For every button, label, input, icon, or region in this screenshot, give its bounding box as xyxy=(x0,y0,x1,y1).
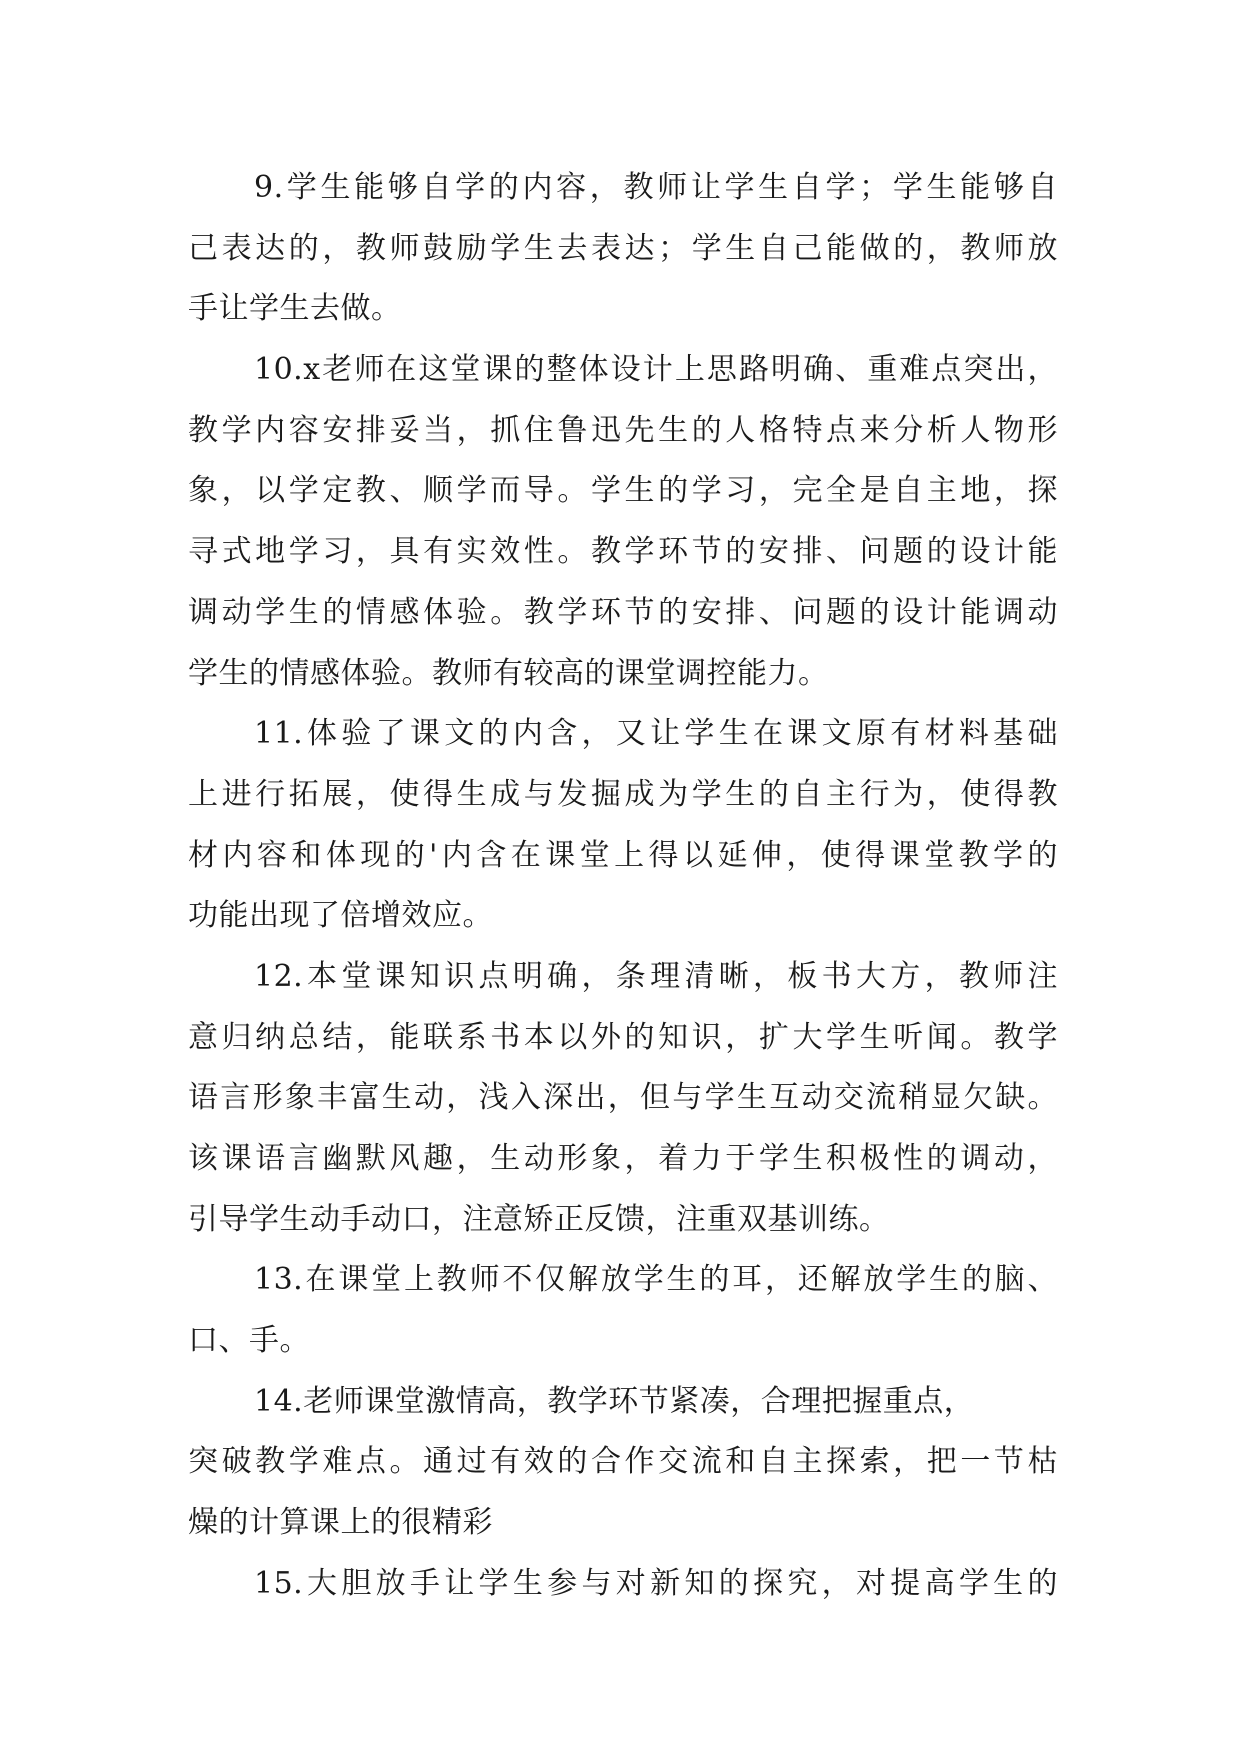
paragraph-14-line-1: 14.老师课堂激情高，教学环节紧凑，合理把握重点， xyxy=(254,1383,975,1419)
paragraph-9-line-3: 手让学生去做。 xyxy=(188,291,402,327)
paragraph-10-line-4: 寻式地学习，具有实效性。教学环节的安排、问题的设计能 xyxy=(188,534,1058,570)
paragraph-14-line-3: 燥的计算课上的很精彩 xyxy=(188,1505,493,1541)
paragraph-11-line-1: 11.体验了课文的内含，又让学生在课文原有材料基础 xyxy=(254,716,1058,752)
paragraph-11-line-4: 功能出现了倍增效应。 xyxy=(188,898,493,934)
paragraph-9-line-1: 9.学生能够自学的内容，教师让学生自学；学生能够自 xyxy=(254,170,1058,205)
paragraph-10-line-5: 调动学生的情感体验。教学环节的安排、问题的设计能调动 xyxy=(188,594,1058,630)
paragraph-11-line-2: 上进行拓展，使得生成与发掘成为学生的自主行为，使得教 xyxy=(188,776,1058,812)
paragraph-10-line-1: 10.x老师在这堂课的整体设计上思路明确、重难点突出， xyxy=(254,352,1058,388)
paragraph-12-line-3: 语言形象丰富生动，浅入深出，但与学生互动交流稍显欠缺。 xyxy=(188,1080,1058,1116)
paragraph-13-line-1: 13.在课堂上教师不仅解放学生的耳，还解放学生的脑、 xyxy=(254,1262,1058,1298)
paragraph-12-line-1: 12.本堂课知识点明确，条理清晰，板书大方，教师注 xyxy=(254,958,1058,994)
paragraph-13-line-2: 口、手。 xyxy=(188,1323,310,1359)
paragraph-10-line-2: 教学内容安排妥当，抓住鲁迅先生的人格特点来分析人物形 xyxy=(188,412,1058,448)
paragraph-9-line-2: 己表达的，教师鼓励学生去表达；学生自己能做的，教师放 xyxy=(188,230,1058,266)
paragraph-12-line-5: 引导学生动手动口，注意矫正反馈，注重双基训练。 xyxy=(188,1201,890,1237)
paragraph-10-line-3: 象，以学定教、顺学而导。学生的学习，完全是自主地，探 xyxy=(188,473,1058,509)
paragraph-10-line-6: 学生的情感体验。教师有较高的课堂调控能力。 xyxy=(188,655,829,691)
paragraph-14-line-2: 突破教学难点。通过有效的合作交流和自主探索，把一节枯 xyxy=(188,1444,1058,1480)
paragraph-15-line-1: 15.大胆放手让学生参与对新知的探究，对提高学生的 xyxy=(254,1565,1058,1601)
paragraph-12-line-4: 该课语言幽默风趣，生动形象，着力于学生积极性的调动， xyxy=(188,1141,1058,1176)
paragraph-12-line-2: 意归纳总结，能联系书本以外的知识，扩大学生听闻。教学 xyxy=(188,1019,1058,1055)
document-body xyxy=(188,158,1058,1615)
paragraph-11-line-3: 材内容和体现的'内含在课堂上得以延伸，使得课堂教学的 xyxy=(188,837,1058,873)
